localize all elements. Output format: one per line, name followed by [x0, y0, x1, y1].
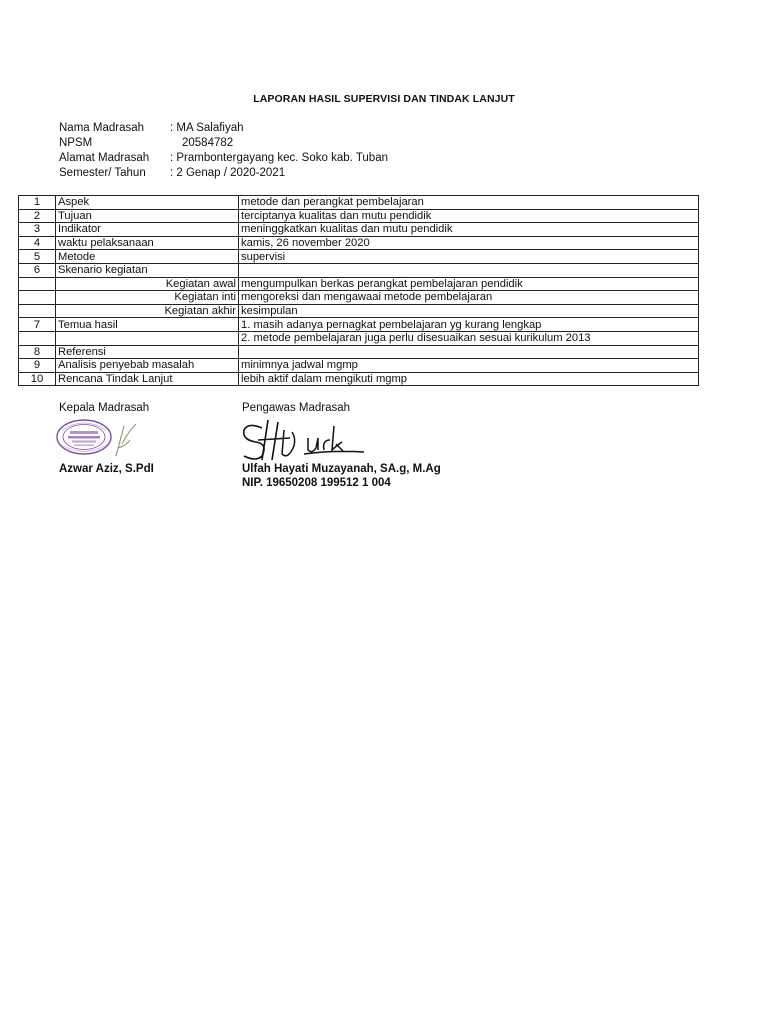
nama-madrasah-label: Nama Madrasah [59, 122, 145, 134]
row-number [19, 277, 56, 291]
table-row [19, 331, 699, 345]
pengawas-nip: NIP. 19650208 199512 1 004 [242, 477, 391, 489]
semester-value: : 2 Genap / 2020-2021 [170, 167, 286, 179]
pengawas-madrasah-label: Pengawas Madrasah [242, 402, 351, 414]
row-number: 1 [19, 196, 56, 210]
pengawas-signature-icon [238, 416, 368, 462]
row-number [19, 331, 56, 345]
nama-madrasah-value: : MA Salafiyah [170, 122, 244, 134]
row-aspect: Aspek [56, 196, 239, 210]
info-row-nama [59, 121, 388, 136]
row-aspect: Tujuan [56, 209, 239, 223]
row-content: kamis, 26 november 2020 [239, 236, 699, 250]
table-row [19, 304, 699, 318]
school-info [59, 121, 388, 181]
alamat-label: Alamat Madrasah [59, 152, 150, 164]
table-row [19, 223, 699, 237]
row-number: 4 [19, 236, 56, 250]
row-number: 9 [19, 359, 56, 373]
pengawas-madrasah-name: Ulfah Hayati Muzayanah, SA.g, M.Ag [242, 463, 441, 475]
row-content: supervisi [239, 250, 699, 264]
row-aspect: Indikator [56, 223, 239, 237]
table-row [19, 318, 699, 332]
npsm-label: NPSM [59, 137, 93, 149]
info-row-alamat [59, 151, 388, 166]
row-aspect: Rencana Tindak Lanjut [56, 372, 239, 386]
table-row [19, 236, 699, 250]
table-row [19, 277, 699, 291]
row-number: 10 [19, 372, 56, 386]
kepala-madrasah-label: Kepala Madrasah [59, 402, 150, 414]
npsm-value: 20584782 [182, 137, 234, 149]
row-content: meninggkatkan kualitas dan mutu pendidik [239, 223, 699, 237]
alamat-value: : Prambontergayang kec. Soko kab. Tuban [170, 152, 388, 164]
table-row [19, 209, 699, 223]
row-aspect [56, 331, 239, 345]
table-row [19, 372, 699, 386]
table-row [19, 291, 699, 305]
row-number: 5 [19, 250, 56, 264]
table-row [19, 250, 699, 264]
row-aspect: Analisis penyebab masalah [56, 359, 239, 373]
table-row [19, 263, 699, 277]
row-content: terciptanya kualitas dan mutu pendidik [239, 209, 699, 223]
row-aspect: Temua hasil [56, 318, 239, 332]
row-content: 1. masih adanya pernagkat pembelajaran yg kurang lengkap [239, 318, 699, 332]
row-content: mengumpulkan berkas perangkat pembelajaran pendidik [239, 277, 699, 291]
supervision-table [18, 195, 699, 386]
row-aspect: Referensi [56, 345, 239, 359]
row-number: 8 [19, 345, 56, 359]
row-number: 2 [19, 209, 56, 223]
school-stamp-icon [54, 418, 144, 458]
row-content: metode dan perangkat pembelajaran [239, 196, 699, 210]
row-content: minimnya jadwal mgmp [239, 359, 699, 373]
kepala-madrasah-name: Azwar Aziz, S.PdI [59, 463, 154, 475]
row-content: mengoreksi dan mengawaai metode pembelajaran [239, 291, 699, 305]
row-aspect: Kegiatan awal [56, 277, 239, 291]
row-content: lebih aktif dalam mengikuti mgmp [239, 372, 699, 386]
row-aspect: Skenario kegiatan [56, 263, 239, 277]
row-content [239, 263, 699, 277]
semester-label: Semester/ Tahun [59, 167, 146, 179]
info-row-semester [59, 166, 388, 181]
row-aspect: waktu pelaksanaan [56, 236, 239, 250]
row-aspect: Metode [56, 250, 239, 264]
info-row-npsm [59, 136, 388, 151]
row-number: 6 [19, 263, 56, 277]
table-row [19, 359, 699, 373]
row-content: kesimpulan [239, 304, 699, 318]
report-title: LAPORAN HASIL SUPERVISI DAN TINDAK LANJUT [253, 93, 515, 105]
row-number: 7 [19, 318, 56, 332]
row-aspect: Kegiatan akhir [56, 304, 239, 318]
row-number [19, 304, 56, 318]
row-aspect: Kegiatan inti [56, 291, 239, 305]
row-content [239, 345, 699, 359]
table-row [19, 196, 699, 210]
row-number: 3 [19, 223, 56, 237]
table-row [19, 345, 699, 359]
row-number [19, 291, 56, 305]
row-content: 2. metode pembelajaran juga perlu disesuaikan sesuai kurikulum 2013 [239, 331, 699, 345]
